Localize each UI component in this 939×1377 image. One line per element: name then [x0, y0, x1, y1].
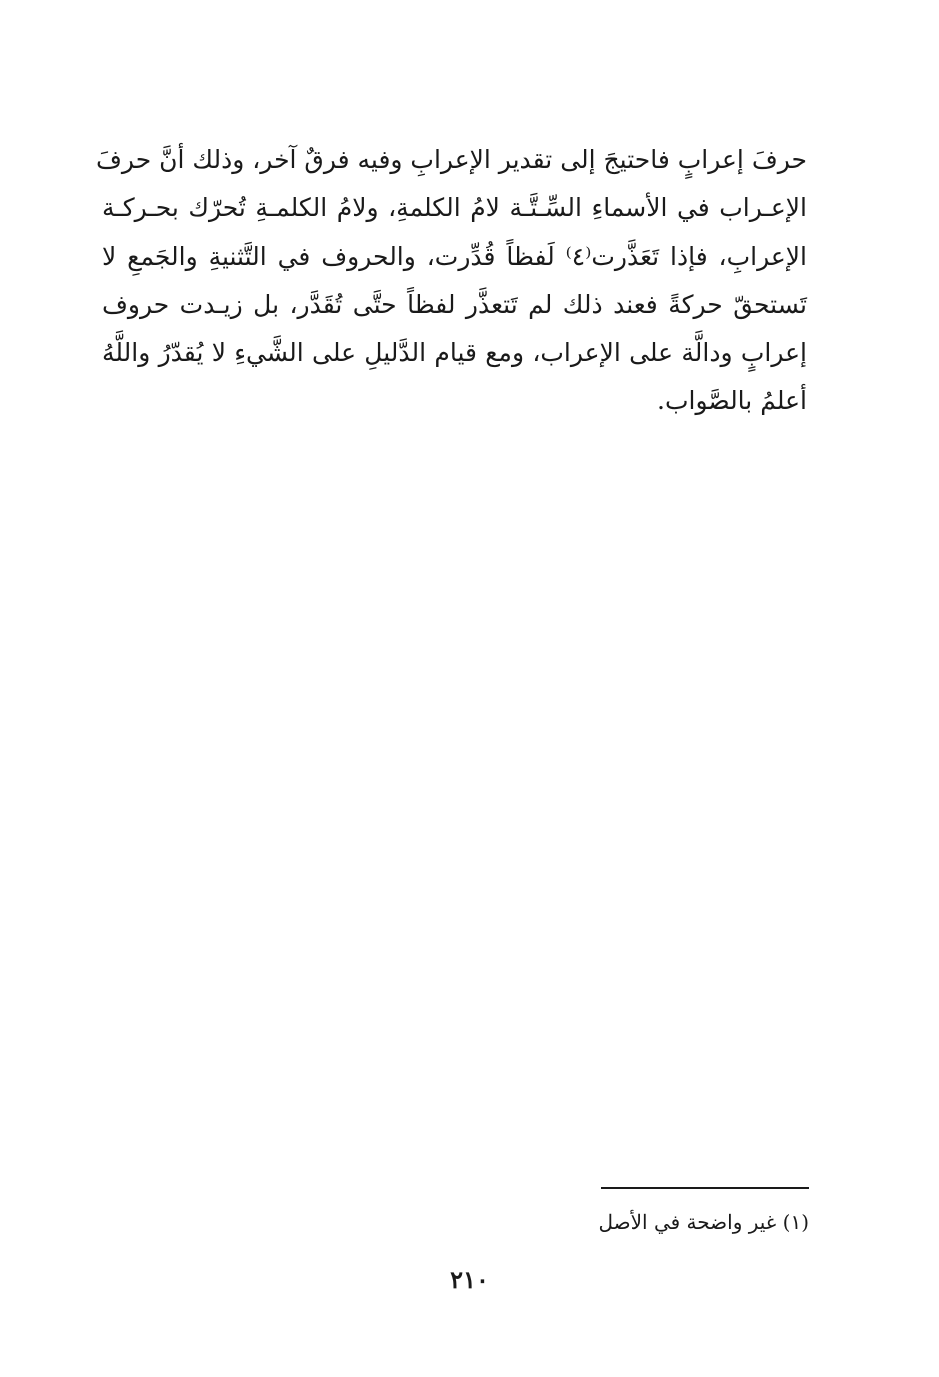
footnote-divider — [601, 1187, 809, 1189]
main-text-block — [96, 136, 807, 426]
text-line: أعلمُ بالصَّواب. — [657, 386, 807, 416]
text-line: الإعرابِ، فإذا تَعَذَّرت⁽٤⁾ لَفظاً قُدِّرت، والحروف في التَّثنيةِ والجَمعِ لا — [102, 241, 807, 271]
footnote: (١) غير واضحة في الأصل — [598, 1210, 809, 1234]
text-line: حرفَ إعرابٍ فاحتيجَ إلى تقدير الإعرابِ وفيه فرقٌ آخر، وذلك أنَّ حرفَ — [96, 145, 807, 174]
text-line: تَستحقّ حركةً فعند ذلك لم تَتعذَّر لفظاً حتَّى تُقَدَّر، بل زيـدت حروف — [102, 289, 807, 319]
text-line: إعرابٍ ودالَّة على الإعراب، ومع قيام الدَّليلِ على الشَّيءِ لا يُقدّرُ واللَّهُ — [102, 338, 807, 368]
text-line: الإعـراب في الأسماءِ السِّـتَّـة لامُ الكلمةِ، ولامُ الكلمـةِ تُحرّك بحـركـة — [102, 193, 807, 223]
page-number: ٢١٠ — [450, 1265, 489, 1294]
